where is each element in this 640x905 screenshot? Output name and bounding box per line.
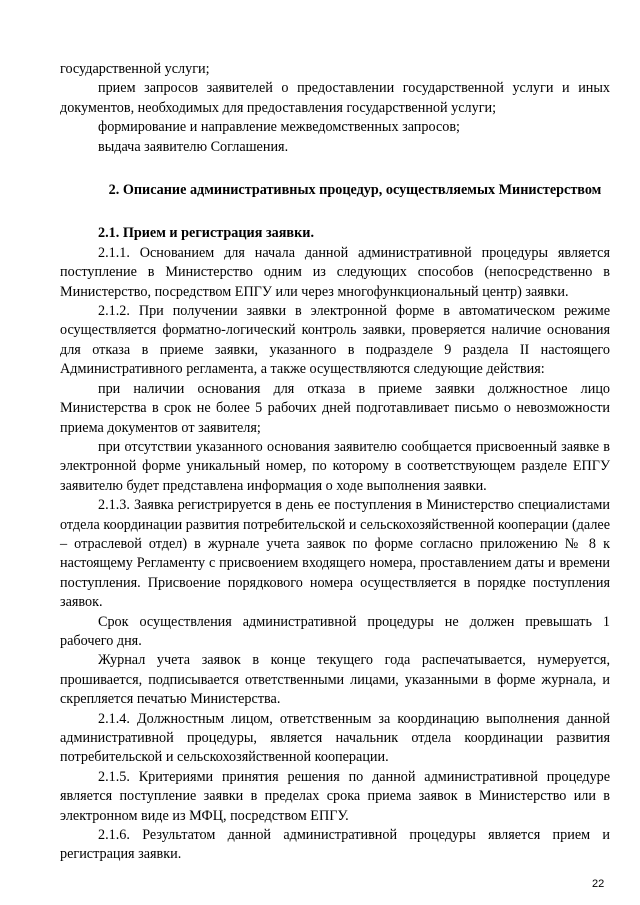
- subsection-heading: 2.1. Прием и регистрация заявки.: [98, 225, 314, 242]
- paragraph: выдача заявителю Соглашения.: [98, 138, 289, 155]
- paragraph: государственной услуги;: [60, 61, 210, 77]
- paragraph: 2.1.5. Критериями принятия решения по данной административной процедуре является поступление заявки в пределах срока приема заявок в Министерство или в электронном виде из МФЦ, посредством ЕПГУ.: [60, 768, 610, 824]
- paragraph: формирование и направление межведомственных запросов;: [98, 119, 460, 136]
- paragraph: Срок осуществления административной процедуры не должен превышать 1 рабочего дня.: [60, 613, 610, 649]
- document-page: [60, 60, 610, 865]
- paragraph: 2.1.6. Результатом данной административной процедуры является прием и регистрация заявки.: [60, 827, 610, 863]
- paragraph: 2.1.3. Заявка регистрируется в день ее поступления в Министерство специалистами отдела координации развития потребительской и сельскохозяйственной кооперации (далее – отраслевой отдел) в журнале учета заявок по форме согласно приложению № 8 к настоящему Регламенту с присвоением входящего номера, проставлением даты и времени поступления. Присвоение порядкового номера осуществляется в порядке поступления заявок.: [60, 497, 610, 611]
- paragraph: при наличии основания для отказа в приеме заявки должностное лицо Министерства в срок не более 5 рабочих дней подготавливает письмо о невозможности приема документов от заявителя;: [60, 380, 610, 436]
- page-number: 22: [592, 878, 605, 890]
- paragraph: прием запросов заявителей о предоставлении государственной услуги и иных документов, необходимых для предоставления государственной услуги;: [60, 80, 610, 116]
- paragraph: при отсутствии указанного основания заявителю сообщается присвоенный заявке в электронной форме уникальный номер, по которому в соответствующем разделе ЕПГУ заявителю будет представлена информация о ходе выполнения заявки.: [60, 438, 610, 494]
- paragraph: 2.1.4. Должностным лицом, ответственным за координацию выполнения данной административной процедуры, является начальник отдела координации развития потребительской и сельскохозяйственной кооперации.: [60, 710, 610, 766]
- paragraph: Журнал учета заявок в конце текущего года распечатывается, нумеруется, прошивается, подписывается ответственными лицами, указанными в форме журнала, и скрепляется печатью Министерства.: [60, 652, 610, 708]
- paragraph: 2.1.1. Основанием для начала данной административной процедуры является поступление в Министерство одним из следующих способов (непосредственно в Министерство, посредством ЕПГУ или через многофункциональный центр) заявки.: [60, 244, 610, 300]
- paragraph: 2.1.2. При получении заявки в электронной форме в автоматическом режиме осуществляется форматно-логический контроль заявки, проверяется наличие основания для отказа в приеме заявки, указанного в подразделе 9 раздела II настоящего Административного регламента, а также осуществляются следующие действия:: [60, 303, 610, 378]
- section-heading: 2. Описание административных процедур, осуществляемых Министерством: [108, 182, 602, 199]
